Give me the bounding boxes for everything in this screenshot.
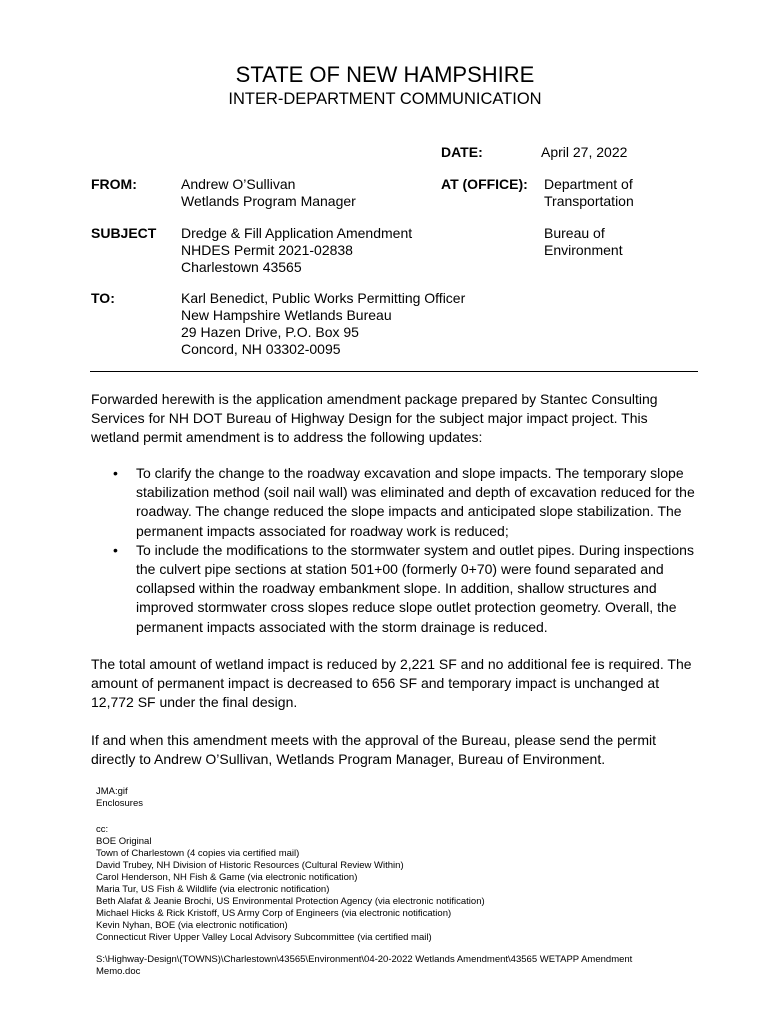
subject-line: NHDES Permit 2021-02838 bbox=[181, 242, 353, 258]
cc-item: David Trubey, NH Division of Historic Resources (Cultural Review Within) bbox=[96, 860, 404, 871]
file-path bbox=[96, 954, 632, 978]
date-value: April 27, 2022 bbox=[541, 144, 628, 160]
office-line bbox=[544, 210, 634, 225]
subject-label: SUBJECT bbox=[91, 225, 157, 241]
file-path-line: Memo.doc bbox=[96, 966, 141, 977]
to-line: Karl Benedict, Public Works Permitting Officer bbox=[181, 290, 466, 306]
header-divider bbox=[90, 371, 698, 372]
to-line: New Hampshire Wetlands Bureau bbox=[181, 307, 392, 323]
to-label: TO: bbox=[91, 290, 115, 306]
cc-item: Michael Hicks & Rick Kristoff, US Army Corp of Engineers (via electronic notification) bbox=[96, 908, 452, 919]
bullet-icon: • bbox=[113, 465, 118, 481]
list-item-text: To include the modifications to the stormwater system and outlet pipes. During inspections the culvert pipe sections at station 501+00 (formerly 0+70) were found separated and collapsed within the roadway embankment slope. In addition, shallow structures and improved stormwater cross slopes reduce slope outlet protection geometry. Overall, the permanent impacts associated with the storm drainage is reduced. bbox=[136, 541, 694, 635]
file-path-line: S:\Highway-Design\(TOWNS)\Charlestown\43565\Environment\04-20-2022 Wetlands Amendment\43565 WETAPP Amendment bbox=[96, 954, 633, 965]
to-block bbox=[181, 290, 465, 358]
cc-item: Beth Alafat & Jeanie Brochi, US Environmental Protection Agency (via electronic notification) bbox=[96, 896, 485, 907]
office-line: Department of bbox=[544, 176, 633, 192]
cc-item: Connecticut River Upper Valley Local Advisory Subcommittee (via certified mail) bbox=[96, 932, 432, 943]
cc-item: Town of Charlestown (4 copies via certified mail) bbox=[96, 848, 300, 859]
closing-paragraph: If and when this amendment meets with the approval of the Bureau, please send the permit directly to Andrew O’Sullivan, Wetlands Program Manager, Bureau of Environment. bbox=[91, 732, 656, 768]
memo-title: STATE OF NEW HAMPSHIRE bbox=[235, 62, 535, 87]
impact-paragraph: The total amount of wetland impact is reduced by 2,221 SF and no additional fee is required. The amount of permanent impact is decreased to 656 SF and temporary impact is unchanged at 12,772 SF under the final design. bbox=[91, 656, 692, 711]
bullet-icon: • bbox=[113, 541, 118, 558]
enclosures: Enclosures bbox=[96, 798, 143, 809]
office-label: AT (OFFICE): bbox=[441, 176, 528, 192]
cc-label: cc: bbox=[96, 824, 109, 835]
list-item bbox=[91, 541, 697, 637]
memo-subtitle: INTER-DEPARTMENT COMMUNICATION bbox=[228, 90, 542, 108]
update-list bbox=[91, 464, 697, 637]
list-item-text: To clarify the change to the roadway excavation and slope impacts. The temporary slope stabilization method (soil nail wall) was eliminated and depth of excavation reduced for the roadway. The change reduced the slope impacts and anticipated slope stabilization. The permanent impacts associated for roadway work is reduced; bbox=[136, 465, 695, 539]
subject-block bbox=[181, 225, 412, 276]
to-line: 29 Hazen Drive, P.O. Box 95 bbox=[181, 324, 359, 340]
from-line: Andrew O’Sullivan bbox=[181, 176, 296, 192]
to-line: Concord, NH 03302-0095 bbox=[181, 341, 341, 357]
from-line: Wetlands Program Manager bbox=[181, 193, 356, 209]
cc-item: Carol Henderson, NH Fish & Game (via electronic notification) bbox=[96, 872, 358, 883]
cc-item: BOE Original bbox=[96, 836, 152, 847]
list-item bbox=[91, 464, 697, 541]
initials: JMA:gif bbox=[96, 786, 128, 797]
office-block bbox=[544, 176, 634, 259]
office-line: Environment bbox=[544, 242, 623, 258]
office-line: Bureau of bbox=[544, 225, 605, 241]
from-block bbox=[181, 176, 356, 210]
subject-line: Dredge & Fill Application Amendment bbox=[181, 225, 413, 241]
from-label: FROM: bbox=[91, 176, 137, 192]
cc-list bbox=[96, 836, 485, 944]
cc-item: Kevin Nyhan, BOE (via electronic notification) bbox=[96, 920, 288, 931]
office-line: Transportation bbox=[544, 193, 634, 209]
cc-item: Maria Tur, US Fish & Wildlife (via electronic notification) bbox=[96, 884, 330, 895]
intro-paragraph: Forwarded herewith is the application amendment package prepared by Stantec Consulting Services for NH DOT Bureau of Highway Design for the subject major impact project. This wetland permit amendment is to address the following updates: bbox=[91, 391, 658, 446]
date-label: DATE: bbox=[441, 144, 483, 160]
subject-line: Charlestown 43565 bbox=[181, 259, 302, 275]
